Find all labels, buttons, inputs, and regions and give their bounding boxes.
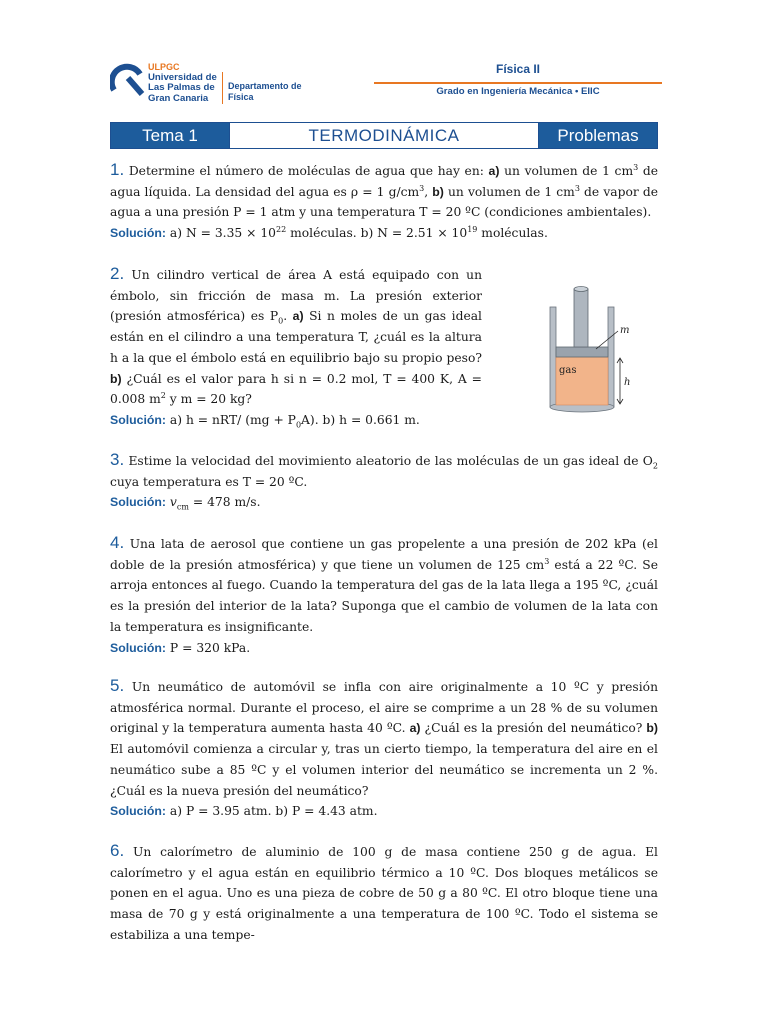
problem-statement <box>110 264 482 410</box>
course-title: Física II <box>495 62 541 76</box>
text: un volumen de 1 cm <box>499 164 634 178</box>
problem-1 <box>110 160 658 244</box>
text: moléculas. <box>477 226 548 241</box>
cylinder-wall-right <box>608 307 614 407</box>
problem-2 <box>110 264 482 431</box>
text: Un neumático de automóvil se infla con aire originalmente a 10 ºC y presión atmosférica normal. Durante el proceso, el aire se comprime a un 28 % de su volumen original y la temperatura aumenta hasta 40 ºC. <box>110 680 658 736</box>
part-label: b) <box>646 721 658 736</box>
text: ¿Cuál es el valor para h si n = 0.2 mol, T = 400 K, A = 0.008 m <box>110 371 482 407</box>
problem-statement <box>110 841 658 946</box>
department-name <box>228 81 302 102</box>
solution <box>110 492 658 513</box>
solution-label: Solución: <box>110 804 167 819</box>
header-divider <box>222 72 223 104</box>
text: de vapor de agua a una presión P = 1 atm y una temperatura T = 20 ºC (condiciones ambientales). <box>110 184 659 220</box>
part-label: b) <box>110 371 122 386</box>
text: está a 22 ºC. Se arroja entonces al fuego. Cuando la temperatura del gas de la lata llega a 195 ºC, ¿cuál es la presión del interior de la lata? Suponga que el cambio de volumen de la lata con la temperatura es insignificante. <box>110 557 658 634</box>
solution-label: Solución: <box>110 495 167 510</box>
superscript: 19 <box>467 225 478 235</box>
problem-number: 1. <box>110 160 125 179</box>
text: a) P = 3.95 atm. b) P = 4.43 atm. <box>166 804 378 819</box>
problem-number: 3. <box>110 450 125 469</box>
text: moléculas. b) N = 2.51 × 10 <box>286 226 468 241</box>
piston-cylinder-figure <box>540 285 660 415</box>
solution <box>110 223 658 244</box>
part-label: a) <box>409 721 421 736</box>
course-rule <box>374 82 662 84</box>
text: a) N = 3.35 × 10 <box>166 226 276 241</box>
text: El automóvil comienza a circular y, tras un cierto tiempo, la temperatura del aire en el neumático sube a 85 ºC y el volumen interior del neumático se incrementa un 2 %. ¿Cuál es la nueva presión del neumático? <box>110 742 658 798</box>
text: Un calorímetro de aluminio de 100 g de masa contiene 250 g de agua. El calorímetro y el agua están en equilibrio térmico a 10 ºC. Dos bloques metálicos se ponen en el agua. Uno es una pieza de cobre de 50 g a 80 ºC. El otro bloque tiene una masa de 70 g y está originalmente a una temperatura de 100 ºC. Todo el sistema se estabiliza a una tempe- <box>110 845 658 942</box>
label-gas: gas <box>559 365 577 376</box>
topic-number: Tema 1 <box>111 123 229 148</box>
degree-name: Grado en Ingeniería Mecánica • EIIC <box>436 86 600 97</box>
superscript: 22 <box>276 225 287 235</box>
department-line-1: Departamento de <box>228 81 302 91</box>
department-line-2: Física <box>228 91 254 102</box>
problem-statement <box>110 676 658 801</box>
text: cuya temperatura es T = 20 ºC. <box>110 474 308 489</box>
solution-label: Solución: <box>110 412 167 427</box>
problem-statement <box>110 450 658 492</box>
text: = 478 m/s. <box>188 495 261 510</box>
superscript: 2 <box>160 391 166 401</box>
text: A). b) h = 0.661 m. <box>301 412 420 427</box>
subscript: 0 <box>278 316 284 326</box>
problem-3 <box>110 450 658 513</box>
university-acronym: ULPGC <box>148 62 180 72</box>
superscript: 3 <box>419 183 425 193</box>
page-header <box>110 58 658 108</box>
solution <box>110 638 658 659</box>
piston <box>556 347 608 357</box>
university-line-1: Universidad de <box>148 71 217 83</box>
problem-statement <box>110 160 658 223</box>
text: un volumen de 1 cm <box>443 184 575 199</box>
problem-number: 4. <box>110 533 125 552</box>
text: P = 320 kPa. <box>166 640 251 655</box>
problem-4 <box>110 533 658 658</box>
subscript: 2 <box>652 461 658 471</box>
subscript: cm <box>176 502 189 512</box>
text: , <box>424 184 433 199</box>
part-label: b) <box>432 184 444 199</box>
text: Si n moles de un gas ideal están en el cilindro a una temperatura T, ¿cuál es la altura h a la que el émbolo está en equilibrio bajo su propio peso? <box>110 309 482 365</box>
part-label: a) <box>292 309 304 324</box>
text: . <box>283 309 293 324</box>
title-bar <box>110 122 658 149</box>
university-line-3: Gran Canaria <box>148 92 209 104</box>
superscript: 3 <box>544 556 550 566</box>
superscript: 3 <box>574 183 580 193</box>
piston-rod <box>574 289 588 347</box>
problem-number: 2. <box>110 264 125 283</box>
university-name <box>148 62 217 104</box>
text: a) h = nRT/ (mg + P <box>166 412 296 427</box>
topic-title: TERMODINÁMICA <box>229 123 539 148</box>
problem-number: 6. <box>110 841 125 860</box>
rod-top <box>574 287 588 292</box>
text: y m = 20 kg? <box>165 392 252 407</box>
superscript: 3 <box>633 162 639 172</box>
text: v <box>166 495 177 510</box>
solution-label: Solución: <box>110 640 167 655</box>
problem-5 <box>110 676 658 822</box>
text: Una lata de aerosol que contiene un gas propelente a una presión de 202 kPa (el doble de la presión atmosférica) y que tiene un volumen de 125 cm <box>110 537 658 572</box>
problem-6 <box>110 841 658 946</box>
problem-statement <box>110 533 658 638</box>
university-line-2: Las Palmas de <box>148 82 215 93</box>
label-h: h <box>624 377 631 388</box>
problem-number: 5. <box>110 676 125 695</box>
subscript: 0 <box>295 420 302 430</box>
text: ¿Cuál es la presión del neumático? <box>420 721 647 736</box>
section-label: Problemas <box>539 123 657 148</box>
ulpgc-logo-icon <box>110 60 146 100</box>
text: Determine el número de moléculas de agua que hay en: <box>124 164 489 178</box>
text: Estime la velocidad del movimiento aleatorio de las moléculas de un gas ideal de O <box>124 454 653 468</box>
solution <box>110 801 658 822</box>
cylinder-wall-left <box>550 307 556 407</box>
part-label: a) <box>488 164 500 178</box>
mass-pointer <box>596 331 618 349</box>
label-m: m <box>620 325 630 336</box>
text: Un cilindro vertical de área A está equipado con un émbolo, sin fricción de masa m. La presión exterior (presión atmosférica) es P <box>110 268 482 324</box>
text: de agua líquida. La densidad del agua es ρ = 1 g/cm <box>110 164 658 199</box>
solution-label: Solución: <box>110 226 167 241</box>
